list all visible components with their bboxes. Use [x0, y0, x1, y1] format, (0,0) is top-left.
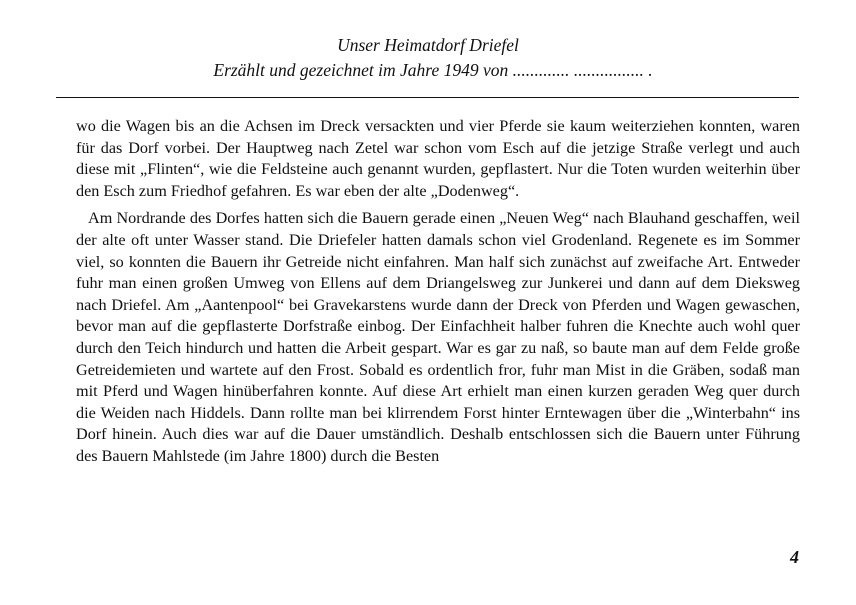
page-header [0, 33, 856, 83]
page-number: 4 [790, 547, 799, 567]
paragraph: Am Nordrande des Dorfes hatten sich die Bauern gerade einen „Neuen Weg“ nach Blauhand geschaffen, weil der alte oft unter Wasser stand. Die Driefeler hatten damals schon viel Grodenland. Regenete es im Sommer viel, so konnten die Bauern ihr Getreide nicht einfahren. Man half sich zunächst auf zweifache Art. Entweder fuhr man einen großen Umweg von Ellens auf dem Driangelsweg zur Junkerei und dann auf dem Dieksweg nach Driefel. Am „Aantenpool“ bei Gravekarstens wurde dann der Dreck von Pferden und Wagen gewaschen, bevor man auf die gepflasterte Dorfstraße einbog. Der Einfachheit halber fuhren die Knechte auch wohl quer durch den Teich hindurch und hatten die Arbeit gespart. War es gar zu naß, so baute man auf dem Felde große Getreidemieten und wartete auf den Frost. Sobald es ordentlich fror, fuhr man Mist in die Gräben, sodaß man mit Pferd und Wagen hinüberfahren konnte. Auf diese Art erhielt man einen kurzen geraden Weg quer durch die Weiden nach Hiddels. Dann rollte man bei klirrendem Forst hinter Erntewagen über die „Winterbahn“ ins Dorf hinein. Auch dies war auf die Dauer umständlich. Deshalb entschlossen sich die Bauern unter Führung des Bauern Mahlstede (im Jahre 1800) durch die Besten [76, 209, 800, 465]
header-divider [56, 97, 799, 98]
document-subtitle: Erzählt und gezeichnet im Jahre 1949 von ............. ................ . [213, 60, 653, 80]
paragraph: wo die Wagen bis an die Achsen im Dreck versackten und vier Pferde sie kaum weiterziehen konnten, waren für das Dorf vorbei. Der Hauptweg nach Zetel war schon vom Esch auf die jetzige Straße verlegt und auch diese mit „Flinten“, wie die Feldsteine auch genannt wurden, gepflastert. Nur die Toten wurden weiterhin über den Esch zum Friedhof gefahren. Es war eben der alte „Dodenweg“. [76, 117, 800, 200]
document-title: Unser Heimatdorf Driefel [337, 35, 519, 55]
body-text [76, 116, 800, 468]
